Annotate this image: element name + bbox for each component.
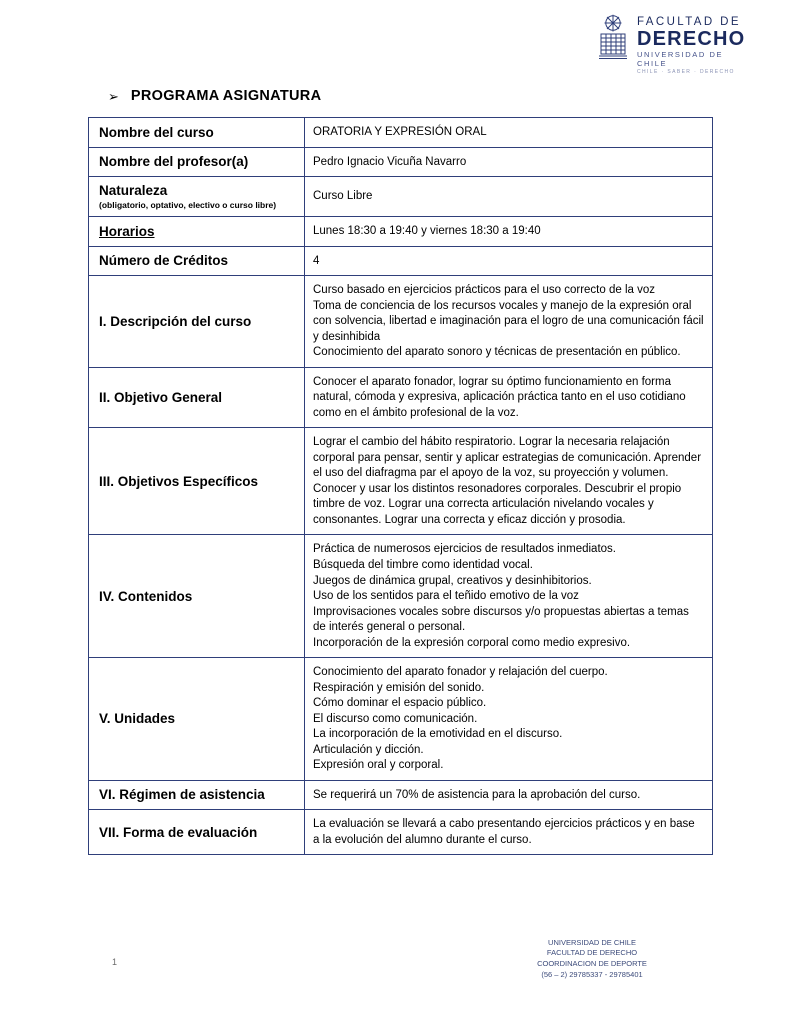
value-line: Lograr el cambio del hábito respiratorio. Lograr la necesaria relajación corporal para pensar, sentir y aplicar estrategias de comunicación. Aprender el uso del diafragma par el apoyo de la voz, su proyección y volumen. Conocer y usar los distintos resonadores corporales. Descubrir el propio timbre de voz. Lograr una correcta articulación nivelando vocales y consonantes. Lograr una correcta y eficaz dicción y prosodia. <box>313 436 702 526</box>
table-row <box>89 276 713 368</box>
row-label <box>89 780 305 810</box>
table-row <box>89 780 713 810</box>
table-row <box>89 118 713 148</box>
value-line: Juegos de dinámica grupal, creativos y desinhibitorios. <box>313 574 592 587</box>
table-row <box>89 147 713 177</box>
value-line: Práctica de numerosos ejercicios de resultados inmediatos. <box>313 543 616 556</box>
row-label <box>89 535 305 658</box>
value-line: Expresión oral y corporal. <box>313 759 444 772</box>
row-value <box>305 535 713 658</box>
value-line: Búsqueda del timbre como identidad vocal. <box>313 558 533 571</box>
value-line: Toma de conciencia de los recursos vocales y manejo de la expresión oral con solvencia, libertad e imaginación para el logro de una comunicación fácil y desinhibida <box>313 299 704 343</box>
row-label <box>89 177 305 217</box>
table-row <box>89 658 713 781</box>
table-row <box>89 177 713 217</box>
footer-line: (56 – 2) 29785337 - 29785401 <box>541 970 643 980</box>
page-number: 1 <box>112 957 118 967</box>
page-title <box>108 88 321 104</box>
row-label <box>89 276 305 368</box>
row-label-text: Número de Créditos <box>99 253 229 269</box>
row-label-text: III. Objetivos Específicos <box>99 473 259 489</box>
row-value <box>305 147 713 177</box>
row-value <box>305 428 713 535</box>
row-value <box>305 276 713 368</box>
value-line: Curso Libre <box>313 190 373 203</box>
value-line: Uso de los sentidos para el teñido emotivo de la voz <box>313 590 579 603</box>
row-label <box>89 147 305 177</box>
value-line: Cómo dominar el espacio público. <box>313 697 487 710</box>
row-value <box>305 780 713 810</box>
page-footer <box>0 937 800 1007</box>
table-row <box>89 810 713 855</box>
value-line: Improvisaciones vocales sobre discursos y/o propuestas abiertas a temas de interés general o personal. <box>313 605 689 634</box>
row-label <box>89 658 305 781</box>
row-label-text: Nombre del curso <box>99 124 214 140</box>
row-label-text: Naturaleza <box>99 183 168 199</box>
row-value <box>305 810 713 855</box>
table-row <box>89 367 713 428</box>
logo-wordmark <box>637 14 745 76</box>
row-label-text: II. Objetivo General <box>99 390 223 406</box>
row-label-text: Horarios <box>99 223 155 239</box>
row-label-text: Nombre del profesor(a) <box>99 154 249 170</box>
table-row <box>89 217 713 247</box>
value-line: Respiración y emisión del sonido. <box>313 681 485 694</box>
row-value <box>305 658 713 781</box>
row-label-text: VI. Régimen de asistencia <box>99 787 265 803</box>
page-title-text: PROGRAMA ASIGNATURA <box>130 88 322 104</box>
footer-contact-block <box>472 938 712 982</box>
value-line: Pedro Ignacio Vicuña Navarro <box>313 155 467 168</box>
faculty-logo <box>595 14 746 76</box>
table-row <box>89 428 713 535</box>
arrow-bullet-icon: ➢ <box>108 88 119 104</box>
value-line: Incorporación de la expresión corporal como medio expresivo. <box>313 636 631 649</box>
row-value <box>305 118 713 148</box>
value-line: Articulación y dicción. <box>313 743 424 756</box>
row-value <box>305 177 713 217</box>
value-line: La evaluación se llevará a cabo presentando ejercicios prácticos y en base a la evolución del alumno durante el curso. <box>313 818 695 846</box>
value-line: Lunes 18:30 a 19:40 y viernes 18:30 a 19:40 <box>313 225 541 238</box>
footer-line: UNIVERSIDAD DE CHILE <box>548 937 636 947</box>
value-line: ORATORIA Y EXPRESIÓN ORAL <box>313 126 487 138</box>
value-line: Conocer el aparato fonador, lograr su óptimo funcionamiento en forma natural, cómoda y expresiva, aplicación práctica tanto en el uso cotidiano como en el ámbito profesional de la voz. <box>313 375 686 419</box>
logo-line-university: UNIVERSIDAD DE CHILE <box>637 49 724 69</box>
value-line: La incorporación de la emotividad en el discurso. <box>313 728 563 741</box>
logo-line-faculty: FACULTAD DE <box>637 16 741 28</box>
university-crest-icon <box>595 14 631 62</box>
row-label-text: IV. Contenidos <box>99 588 193 604</box>
table-row <box>89 535 713 658</box>
value-line: Conocimiento del aparato fonador y relajación del cuerpo. <box>313 666 608 679</box>
row-label-text: VII. Forma de evaluación <box>99 824 258 840</box>
logo-line-derecho: DERECHO <box>637 27 746 50</box>
row-label-text: I. Descripción del curso <box>99 314 252 330</box>
logo-line-motto: CHILE · SABER · DERECHO <box>637 69 735 76</box>
value-line: 4 <box>313 254 320 267</box>
row-value <box>305 246 713 276</box>
value-line: Conocimiento del aparato sonoro y técnicas de presentación en público. <box>313 346 681 359</box>
row-label <box>89 246 305 276</box>
row-label-text: V. Unidades <box>99 711 176 727</box>
row-value <box>305 217 713 247</box>
table-row <box>89 246 713 276</box>
row-label <box>89 217 305 247</box>
footer-line: COORDINACION DE DEPORTE <box>537 959 647 969</box>
row-label <box>89 810 305 855</box>
value-line: Se requerirá un 70% de asistencia para la aprobación del curso. <box>313 788 641 801</box>
footer-line: FACULTAD DE DERECHO <box>546 948 638 958</box>
syllabus-table <box>88 117 713 855</box>
row-label <box>89 367 305 428</box>
row-label <box>89 118 305 148</box>
value-line: El discurso como comunicación. <box>313 712 478 725</box>
row-value <box>305 367 713 428</box>
value-line: Curso basado en ejercicios prácticos para el uso correcto de la voz <box>313 284 655 297</box>
row-label-subtext: (obligatorio, optativo, electivo o curso libre) <box>99 200 277 211</box>
row-label <box>89 428 305 535</box>
